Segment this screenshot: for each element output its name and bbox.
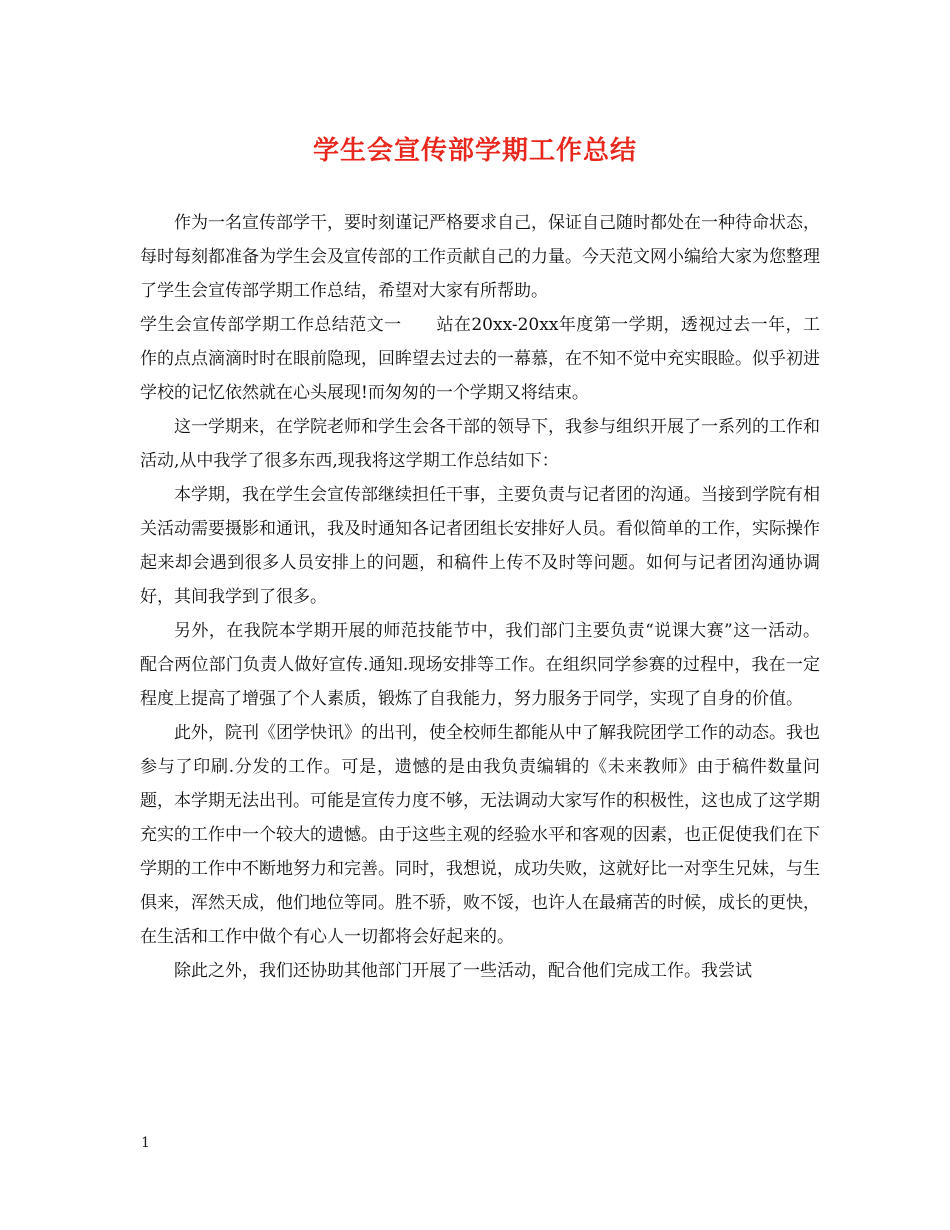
document-title: 学生会宣传部学期工作总结 xyxy=(312,136,637,166)
paragraph-semester-overview: 这一学期来，在学院老师和学生会各干部的领导下，我参与组织开展了一系列的工作和活动,从中我学了很多东西,现我将这学期工作总结如下： xyxy=(140,417,820,471)
paragraph-sample-one: 学生会宣传部学期工作总结范文一 站在20xx-20xx年度第一学期，透视过去一年，工作的点点滴滴时时在眼前隐现，回眸望去过去的一幕慕，在不知不觉中充实眼睑。似乎初进学校的记忆依然就在心头展现!而匆匆的一个学期又将结束。 xyxy=(140,315,820,403)
document-body xyxy=(140,206,820,988)
paragraph-skills-festival: 另外，在我院本学期开展的师范技能节中，我们部门主要负责“说课大赛”这一活动。配合两位部门负责人做好宣传.通知.现场安排等工作。在组织同学参赛的过程中，我在一定程度上提高了增强了个人素质，锻炼了自我能力，努力服务于同学，实现了自身的价值。 xyxy=(140,621,820,709)
paragraph-publications: 此外，院刊《团学快讯》的出刊，使全校师生都能从中了解我院团学工作的动态。我也参与了印刷.分发的工作。可是，遗憾的是由我负责编辑的《未来教师》由于稿件数量问题，本学期无法出刊。可能是宣传力度不够，无法调动大家写作的积极性，这也成了这学期充实的工作中一个较大的遗憾。由于这些主观的经验水平和客观的因素，也正促使我们在下学期的工作中不断地努力和完善。同时，我想说，成功失败，这就好比一对孪生兄妹，与生俱来，浑然天成，他们地位等同。胜不骄，败不馁，也许人在最痛苦的时候，成长的更快，在生活和工作中做个有心人一切都将会好起来的。 xyxy=(140,723,820,947)
page-number: 1 xyxy=(141,1135,150,1151)
paragraph-other-activities: 除此之外，我们还协助其他部门开展了一些活动，配合他们完成工作。我尝试 xyxy=(174,961,752,981)
paragraph-reporter-team: 本学期，我在学生会宣传部继续担任干事，主要负责与记者团的沟通。当接到学院有相关活动需要摄影和通讯，我及时通知各记者团组长安排好人员。看似简单的工作，实际操作起来却会遇到很多人员安排上的问题，和稿件上传不及时等问题。如何与记者团沟通协调好，其间我学到了很多。 xyxy=(140,485,820,607)
paragraph-intro: 作为一名宣传部学干，要时刻谨记严格要求自己，保证自己随时都处在一种待命状态，每时每刻都准备为学生会及宣传部的工作贡献自己的力量。今天范文网小编给大家为您整理了学生会宣传部学期工作总结，希望对大家有所帮助。 xyxy=(140,213,820,301)
